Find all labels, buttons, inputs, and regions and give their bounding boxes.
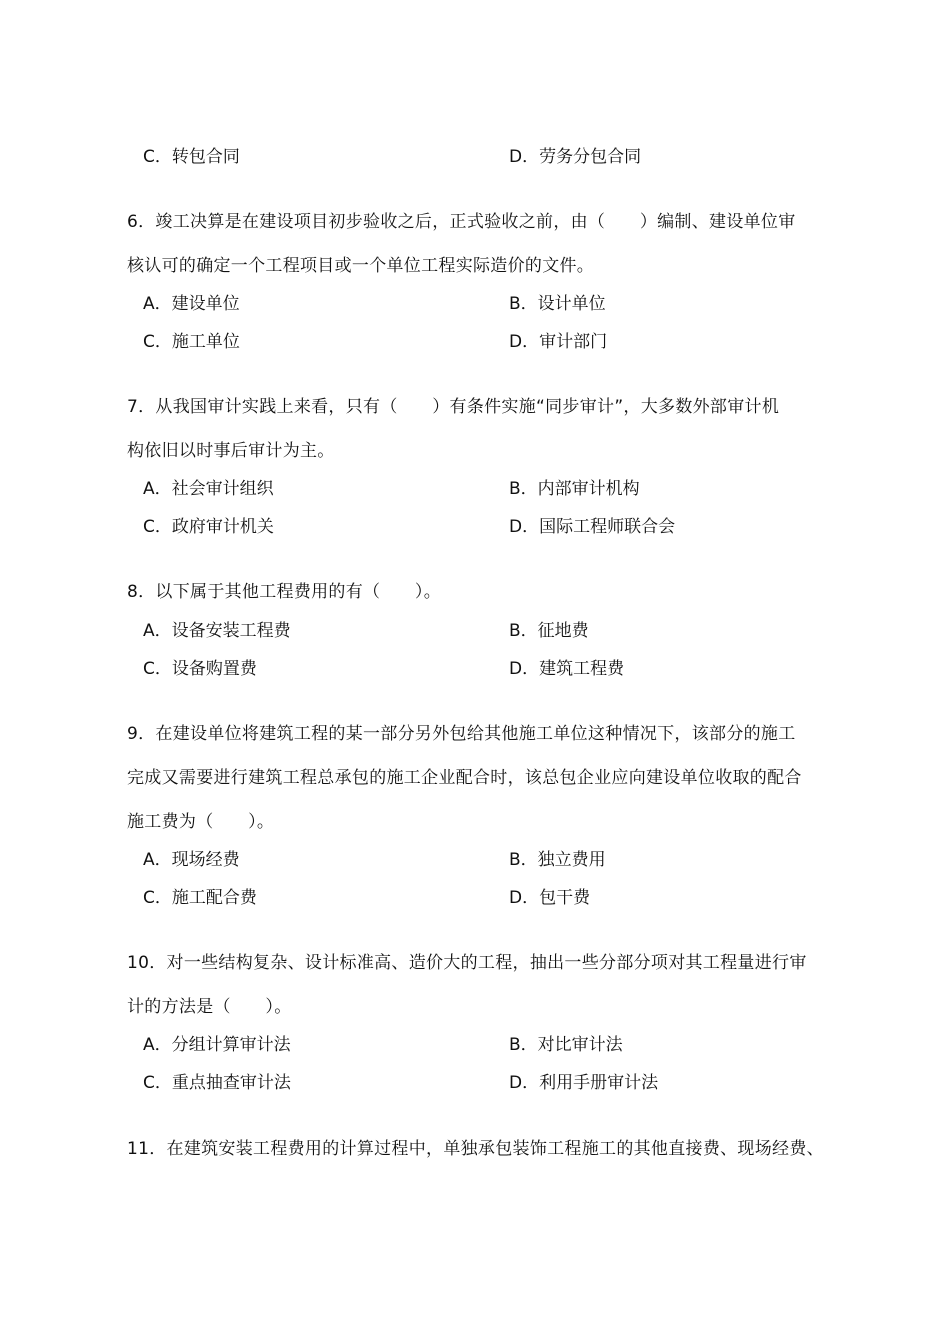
- question-10-option-c: C．重点抽查审计法: [143, 1073, 291, 1093]
- question-10-line-1: 10．对一些结构复杂、设计标准高、造价大的工程，抽出一些分部分项对其工程量进行审: [127, 953, 807, 973]
- question-10-option-b: B．对比审计法: [509, 1035, 623, 1055]
- question-10-option-a: A．分组计算审计法: [143, 1035, 291, 1055]
- question-6-option-d: D．审计部门: [509, 332, 608, 352]
- question-8-option-c: C．设备购置费: [143, 659, 257, 679]
- question-8-option-d: D．建筑工程费: [509, 659, 625, 679]
- question-9-option-c: C．施工配合费: [143, 888, 257, 908]
- question-8-option-a: A．设备安装工程费: [143, 621, 291, 641]
- question-6-option-b: B．设计单位: [509, 294, 606, 314]
- question-6-option-a: A．建设单位: [143, 294, 240, 314]
- question-10-line-2: 计的方法是（ ）。: [127, 997, 292, 1017]
- question-9-option-d: D．包干费: [509, 888, 591, 908]
- prev-option-c: C．转包合同: [143, 147, 240, 167]
- question-10-option-d: D．利用手册审计法: [509, 1073, 659, 1093]
- question-8-option-b: B．征地费: [509, 621, 589, 641]
- question-9-line-3: 施工费为（ ）。: [127, 812, 275, 832]
- question-7-option-b: B．内部审计机构: [509, 479, 640, 499]
- question-9-option-b: B．独立费用: [509, 850, 606, 870]
- prev-option-d: D．劳务分包合同: [509, 147, 642, 167]
- question-6-line-1: 6．竣工决算是在建设项目初步验收之后，正式验收之前，由（ ）编制、建设单位审: [127, 212, 796, 232]
- question-7-line-1: 7．从我国审计实践上来看，只有（ ）有条件实施“同步审计”，大多数外部审计机: [127, 397, 780, 417]
- question-9-line-2: 完成又需要进行建筑工程总承包的施工企业配合时，该总包企业应向建设单位收取的配合: [127, 768, 802, 788]
- question-9-option-a: A．现场经费: [143, 850, 240, 870]
- question-7-option-a: A．社会审计组织: [143, 479, 274, 499]
- question-6-option-c: C．施工单位: [143, 332, 240, 352]
- question-8-line-1: 8．以下属于其他工程费用的有（ ）。: [127, 582, 442, 602]
- question-11-line-1: 11．在建筑安装工程费用的计算过程中，单独承包装饰工程施工的其他直接费、现场经费、: [127, 1139, 824, 1159]
- question-6-line-2: 核认可的确定一个工程项目或一个单位工程实际造价的文件。: [127, 256, 595, 276]
- question-7-line-2: 构依旧以时事后审计为主。: [127, 441, 335, 461]
- question-7-option-c: C．政府审计机关: [143, 517, 274, 537]
- question-7-option-d: D．国际工程师联合会: [509, 517, 676, 537]
- question-9-line-1: 9．在建设单位将建筑工程的某一部分另外包给其他施工单位这种情况下，该部分的施工: [127, 724, 796, 744]
